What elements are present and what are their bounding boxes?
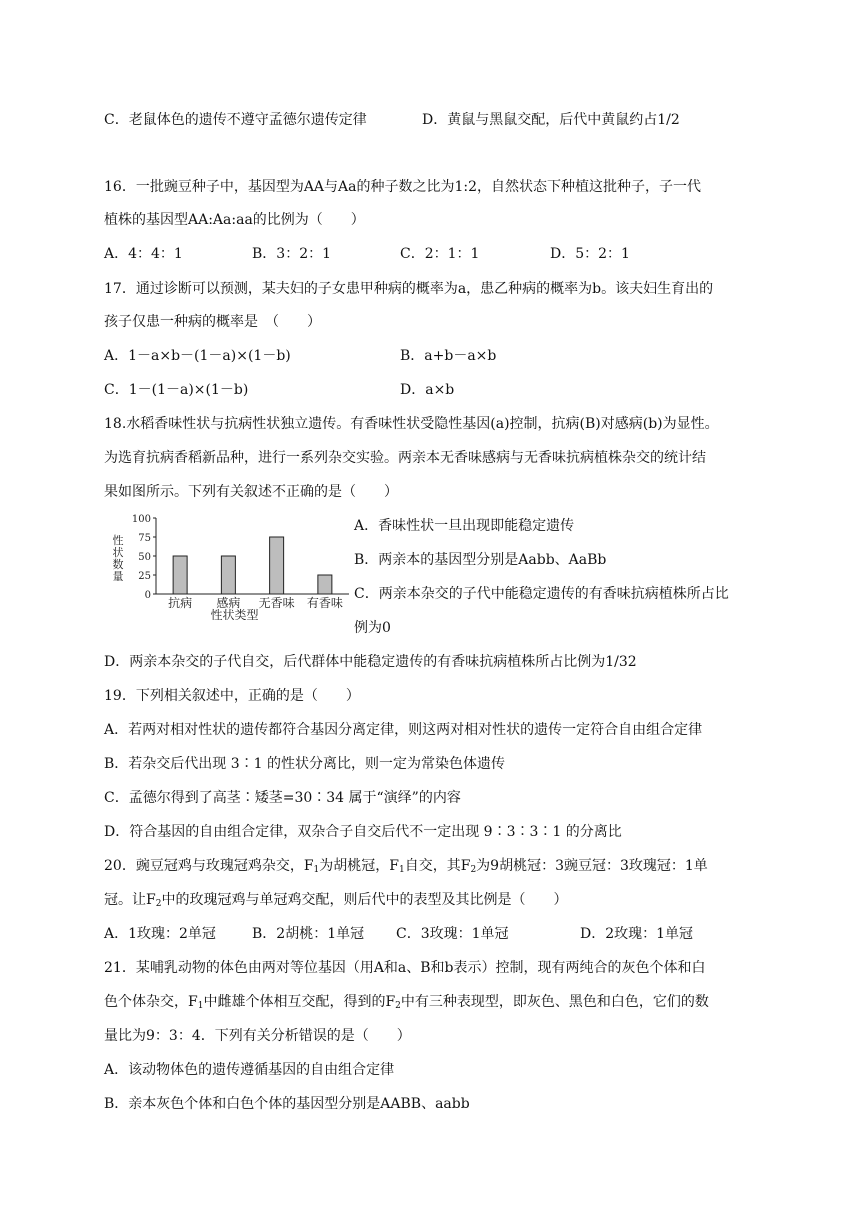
q18-option-d: D．两亲本杂交的子代自交，后代群体中能稳定遗传的有香味抗病植株所占比例为1/32	[104, 654, 637, 670]
y-tick-label: 75	[138, 533, 151, 544]
q15-option-d: D．黄鼠与黑鼠交配，后代中黄鼠约占1/2	[422, 112, 680, 128]
x-tick-label: 抗病	[168, 596, 193, 610]
x-tick-label: 有香味	[306, 596, 343, 610]
q20-option-d: D．2玫瑰：1单冠	[580, 926, 694, 942]
q15-option-c: C．老鼠体色的遗传不遵守孟德尔遗传定律	[104, 112, 367, 128]
q16-option-b: B．3：2：1	[252, 246, 332, 262]
q17-option-b: B．a+b－a×b	[400, 348, 497, 364]
trait-bar-chart	[104, 510, 354, 620]
q18-option-a: A．香味性状一旦出现即能稳定遗传	[354, 518, 575, 534]
bar-2	[221, 556, 235, 594]
q18-option-c-line2: 例为0	[354, 620, 391, 636]
q20-stem-line1: 20．豌豆冠鸡与玫瑰冠鸡杂交，$F_1$为胡桃冠，$F_1$自交，其$F_2$为9胡桃冠：3豌豆冠：3玫瑰冠：1单	[104, 858, 708, 875]
q17-stem-line2: 孩子仅患一种病的概率是 （ ）	[104, 314, 321, 330]
x-tick-label: 感病	[216, 596, 241, 610]
q16-stem-line1: 16．一批豌豆种子中，基因型为AA与Aa的种子数之比为1:2，自然状态下种植这批种子，子一代	[104, 179, 702, 195]
q21-option-b: B．亲本灰色个体和白色个体的基因型分别是AABB、aabb	[104, 1096, 470, 1112]
q20-option-c: C．3玫瑰：1单冠	[396, 926, 509, 942]
q18-option-c-line1: C．两亲本杂交的子代中能稳定遗传的有香味抗病植株所占比	[354, 586, 729, 602]
y-axis-label-char: 量	[112, 570, 124, 583]
y-axis-label	[113, 533, 124, 583]
y-axis-label-char: 数	[112, 558, 124, 571]
q21-stem-line3: 量比为9：3：4．下列有关分析错误的是（ ）	[104, 1028, 411, 1044]
q20-option-b: B．2胡桃：1单冠	[252, 926, 365, 942]
x-axis-title: 性状类型	[210, 608, 259, 620]
y-axis-label-char: 性	[112, 534, 124, 547]
y-tick-label: 0	[144, 590, 151, 601]
bar-3	[270, 537, 284, 594]
q18-option-b: B．两亲本的基因型分别是Aabb、AaBb	[354, 552, 607, 568]
q18-stem-line2: 为选育抗病香稻新品种，进行一系列杂交实验。两亲本无香味感病与无香味抗病植株杂交的统计结	[104, 450, 706, 466]
q18-stem-line3: 果如图所示。下列有关叙述不正确的是（ ）	[104, 484, 398, 500]
y-tick-label: 25	[138, 571, 151, 582]
y-axis-label-char: 状	[112, 546, 124, 559]
q19-option-c: C．孟德尔得到了高茎∶矮茎=30∶34 属于“演绎”的内容	[104, 790, 461, 806]
y-tick-label: 50	[138, 552, 151, 563]
bar-4	[318, 575, 332, 594]
q21-option-a: A．该动物体色的遗传遵循基因的自由组合定律	[104, 1062, 395, 1078]
q17-option-c: C．1－(1－a)×(1－b)	[104, 382, 249, 398]
q16-option-c: C．2：1：1	[400, 246, 480, 262]
q16-stem-line2: 植株的基因型AA:Aa:aa的比例为（ ）	[104, 212, 365, 228]
q16-option-a: A．4：4：1	[104, 246, 183, 262]
q21-stem-line1: 21．某哺乳动物的体色由两对等位基因（用A和a、B和b表示）控制，现有两纯合的灰色个体和白	[104, 960, 706, 976]
q16-option-d: D．5：2：1	[550, 246, 630, 262]
q19-option-b: B．若杂交后代出现 3∶1 的性状分离比，则一定为常染色体遗传	[104, 756, 506, 772]
q17-option-d: D．a×b	[400, 382, 455, 398]
q18-stem-line1: 18.水稻香味性状与抗病性状独立遗传。有香味性状受隐性基因(a)控制，抗病(B)对感病(b)为显性。	[104, 416, 719, 432]
q19-stem: 19．下列相关叙述中，正确的是（ ）	[104, 688, 360, 704]
y-tick-label: 100	[131, 514, 151, 525]
q19-option-d: D．符合基因的自由组合定律，双杂合子自交后代不一定出现 9∶3∶3∶1 的分离比	[104, 824, 622, 840]
q19-option-a: A．若两对相对性状的遗传都符合基因分离定律，则这两对相对性状的遗传一定符合自由组合定律	[104, 722, 703, 738]
q17-option-a: A．1－a×b－(1－a)×(1－b)	[104, 348, 291, 364]
q20-option-a: A．1玫瑰：2单冠	[104, 926, 216, 942]
bar-1	[173, 556, 187, 594]
x-tick-label: 无香味	[258, 596, 295, 610]
q20-stem-line2: 冠。让$F_2$中的玫瑰冠鸡与单冠鸡交配，则后代中的表型及其比例是（ ）	[104, 892, 568, 909]
q21-stem-line2: 色个体杂交，$F_1$中雌雄个体相互交配，得到的$F_2$中有三种表现型，即灰色、黑色和白色，它们的数	[104, 994, 709, 1011]
q17-stem-line1: 17．通过诊断可以预测，某夫妇的子女患甲种病的概率为a，患乙种病的概率为b。该夫妇生育出的	[104, 281, 714, 297]
